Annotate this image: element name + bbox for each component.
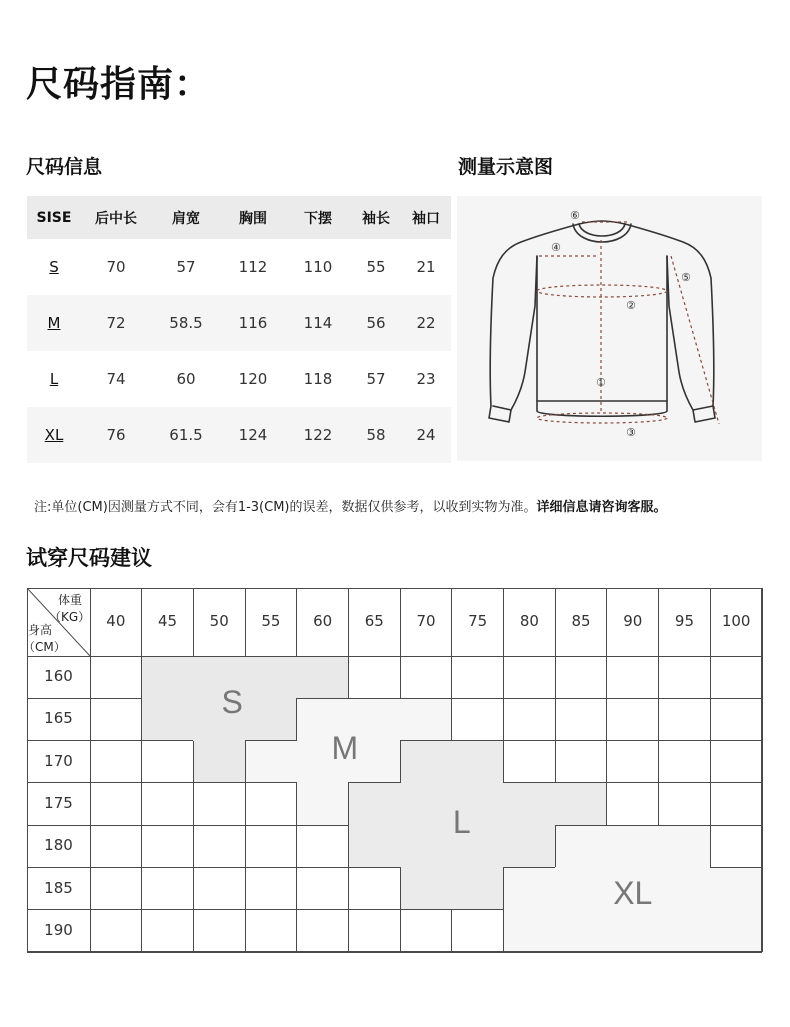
table-cell: 21 [416,258,436,276]
grid-line [297,825,349,826]
grid-line [658,698,659,740]
grid-line [27,867,90,868]
table-cell: 124 [238,426,268,444]
grid-line [504,782,556,783]
weight-header: 50 [209,612,229,630]
grid-line [297,909,349,910]
size-label: XL [44,426,64,444]
grid-line [348,909,400,910]
grid-line [606,698,607,740]
grid-line [710,825,762,826]
grid-line [659,740,711,741]
height-label: 165 [44,709,73,728]
height-label: 190 [44,920,73,939]
height-label: 170 [44,751,73,770]
grid-line [658,656,659,698]
grid-line [245,740,297,741]
grid-line [245,825,246,867]
weight-header: 70 [416,612,436,630]
grid-line [606,741,607,783]
size-label: M [47,314,61,332]
grid-line [90,867,142,868]
header-cuff: 袖口 [412,210,440,227]
try-on-heading: 试穿尺码建议 [26,546,152,570]
table-cell: 57 [366,370,386,388]
grid-line [607,740,659,741]
grid-line [141,698,142,740]
zone-cell [504,867,556,910]
zone-cell [710,910,762,953]
zone-cell [555,783,607,826]
zone-cell [555,825,607,868]
grid-line [710,740,762,741]
grid-line [27,782,90,783]
table-cell: 76 [106,426,126,444]
grid-line [245,825,297,826]
grid-line [607,782,659,783]
grid-line [400,740,452,741]
grid-line [245,867,297,868]
note-text: 注:单位(CM)因测量方式不同，会有1-3(CM)的误差，数据仅供参考，以收到实物为准。 [34,500,537,515]
height-label: 185 [44,878,73,897]
grid-line [348,698,400,699]
grid-line [27,909,90,910]
grid-line [555,698,607,699]
grid-line [503,867,504,909]
grid-line [606,656,607,698]
zone-cell [710,867,762,910]
grid-line [245,910,246,952]
zone-label-s: S [221,683,243,720]
marker-5: ⑤ [681,271,691,284]
zone-cell [452,867,504,910]
grid-line [504,740,556,741]
table-cell: 22 [416,314,436,332]
zone-cell [504,825,556,868]
marker-1: ① [596,376,606,389]
size-info-heading: 尺码信息 [26,156,103,178]
table-cell: 55 [366,258,386,276]
diagram-heading: 测量示意图 [458,156,554,178]
table-row [27,239,451,295]
grid-line [452,740,504,741]
grid-line [710,783,711,825]
weight-header: 85 [571,612,591,630]
grid-line [400,910,401,952]
grid-line [193,909,245,910]
table-cell: 114 [303,314,333,332]
table-cell: 112 [238,258,268,276]
measurement-note [34,496,667,515]
zone-cell [193,741,245,784]
height-label: 180 [44,836,73,855]
grid-line [142,867,194,868]
grid-line [193,825,194,867]
zone-cell [400,698,452,741]
table-row [27,407,451,463]
grid-line [27,825,90,826]
grid-line [141,783,142,825]
header-hem: 下摆 [304,210,332,227]
marker-4: ④ [551,241,561,254]
grid-border-top [27,588,762,589]
zone-cell [297,656,349,699]
grid-line [503,656,504,698]
grid-border-bottom [27,951,762,952]
grid-line [452,698,504,699]
grid-line [193,910,194,952]
size-label: S [49,258,59,276]
zone-cell [452,741,504,784]
grid-line [555,825,607,826]
grid-line [348,656,349,698]
table-cell: 24 [416,426,436,444]
table-cell: 61.5 [169,426,203,444]
page-title: 尺码指南： [26,64,212,105]
weight-header: 45 [157,612,178,630]
grid-line [193,782,245,783]
grid-line [297,867,349,868]
corner-height-unit: （CM） [23,640,66,654]
table-cell: 58.5 [169,314,203,332]
grid-line [710,867,762,868]
grid-line [710,741,711,783]
grid-line [245,741,246,783]
grid-line [452,909,504,910]
grid-line [710,698,762,699]
grid-line [296,910,297,952]
zone-label-m: M [331,729,359,766]
table-cell: 110 [303,258,333,276]
weight-header: 75 [468,612,488,630]
size-label: L [49,370,59,388]
grid-line [348,825,349,867]
grid-line [710,698,711,740]
grid-line [504,867,556,868]
grid-line [504,698,556,699]
grid-line [245,783,246,825]
grid-line [555,656,556,698]
grid-line [297,698,349,699]
grid-line [555,825,556,867]
grid-line [710,782,762,783]
zone-cell [348,825,400,868]
header-chest: 胸围 [239,210,267,227]
zone-cell [504,910,556,953]
weight-header: 80 [519,612,539,630]
grid-border-right [761,588,762,952]
grid-line [193,783,194,825]
header-divider [27,656,762,657]
grid-line [90,909,142,910]
header-back-length: 后中长 [95,210,137,227]
grid-line [659,825,711,826]
table-cell: 122 [303,426,333,444]
header-shoulder: 肩宽 [172,210,200,227]
zone-cell [607,910,659,953]
grid-line [658,741,659,783]
grid-line [27,740,90,741]
grid-line [90,825,142,826]
table-cell: 57 [176,258,196,276]
grid-line [606,783,607,825]
grid-line [142,782,194,783]
grid-line [141,656,142,698]
grid-line [193,741,194,783]
zone-cell [504,783,556,826]
zone-label-l: L [452,803,471,840]
note-bold: 详细信息请咨询客服。 [536,500,667,515]
grid-line [348,782,400,783]
table-cell: 60 [176,370,196,388]
grid-line [296,825,297,867]
grid-line [555,782,607,783]
grid-line [245,782,297,783]
table-cell: 56 [366,314,386,332]
height-label: 160 [44,667,73,686]
height-label: 175 [44,794,73,812]
sweater-illustration [457,196,762,461]
weight-header: 55 [261,612,281,630]
grid-line [142,740,194,741]
grid-line [141,910,142,952]
grid-line [142,909,194,910]
marker-2: ② [626,299,636,312]
corner-weight-unit: （KG） [49,610,91,624]
grid-line [607,825,659,826]
weight-header: 95 [674,612,694,630]
header-sleeve-length: 袖长 [362,210,390,227]
zone-cell [555,910,607,953]
grid-line [296,698,297,740]
header-size: SISE [36,209,72,226]
zone-cell [400,867,452,910]
grid-line [141,825,142,867]
grid-line [296,783,297,825]
size-table [27,196,451,463]
zone-cell [142,698,194,741]
zone-cell [400,741,452,784]
grid-line [400,909,452,910]
grid-line [658,783,659,825]
weight-header: 60 [313,612,333,630]
zone-cell [607,825,659,868]
table-cell: 58 [366,426,386,444]
corner-height-label: 身高 [28,623,53,637]
grid-line [27,698,90,699]
size-table-header [27,196,451,239]
grid-line [710,656,711,698]
table-cell: 23 [416,370,436,388]
measurement-diagram [457,196,762,461]
grid-line [400,656,401,698]
grid-line [90,740,142,741]
zone-cell [245,741,297,784]
grid-line [141,867,142,909]
grid-line [503,698,504,740]
grid-line [193,867,194,909]
grid-line [451,698,452,740]
grid-line [400,741,401,783]
zone-cell [659,825,711,868]
grid-line [451,656,452,698]
grid-line [555,741,556,783]
grid-line [142,825,194,826]
grid-line [555,698,556,740]
zone-label-xl: XL [613,875,653,912]
grid-line [245,867,246,909]
grid-line [710,825,711,867]
grid-line [400,698,452,699]
grid-line [503,741,504,783]
weight-header: 40 [106,612,126,630]
grid-line [400,867,401,909]
grid-line [193,825,245,826]
grid-line [659,698,711,699]
marker-6: ⑥ [570,209,580,222]
grid-line [659,782,711,783]
grid-line [296,867,297,909]
grid-line [245,909,297,910]
table-cell: 116 [238,314,268,332]
table-cell: 118 [303,370,333,388]
grid-line [503,910,504,952]
zone-cell [659,910,711,953]
zone-cell [142,656,194,699]
table-cell: 120 [238,370,268,388]
grid-line [607,698,659,699]
grid-line [193,867,245,868]
grid-line [90,782,142,783]
grid-line [348,783,349,825]
grid-line [90,698,142,699]
grid-line [141,741,142,783]
table-row [27,295,451,351]
table-cell: 74 [106,370,126,388]
grid-line [348,867,349,909]
grid-line [348,867,400,868]
corner-weight-label: 体重 [58,593,83,607]
grid-line [451,910,452,952]
grid-line [555,740,607,741]
zone-cell [555,867,607,910]
table-cell: 72 [106,314,126,332]
zone-cell [659,867,711,910]
weight-header: 90 [623,612,643,630]
table-row [27,351,451,407]
weight-header: 100 [721,612,751,630]
grid-line [348,910,349,952]
zone-cell [297,783,349,826]
marker-3: ③ [626,426,636,439]
size-recommendation-grid [23,588,762,952]
zone-cell [348,783,400,826]
weight-header: 65 [364,612,384,630]
table-cell: 70 [106,258,126,276]
